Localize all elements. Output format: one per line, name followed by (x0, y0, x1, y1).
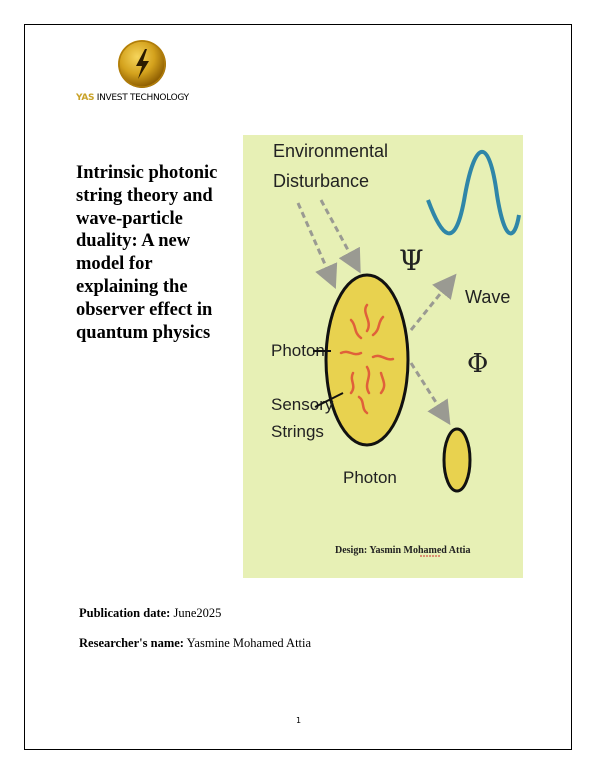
environmental-label-1: Environmental (273, 141, 389, 161)
environmental-label-2: Disturbance (273, 171, 370, 191)
publication-date (79, 606, 221, 621)
design-credit: Design: Yasmin Mohamed Attia (335, 545, 471, 556)
company-suffix: INVEST TECHNOLOGY (94, 93, 189, 103)
particle-circle (444, 429, 470, 491)
disturbance-arrow-2 (321, 200, 355, 263)
company-name (76, 93, 189, 103)
researcher-label: Researcher's name: (79, 636, 184, 650)
publication-value: June2025 (173, 606, 222, 620)
photon-particle (326, 275, 408, 445)
researcher-value: Yasmine Mohamed Attia (186, 636, 312, 650)
wave-label: Wave (465, 287, 511, 307)
document-title: Intrinsic photonic string theory and wave-particle duality: A new model for explaining the observer effect in quantum physics (76, 163, 218, 343)
photon-diagram (243, 135, 523, 578)
photon-bottom-label: Photon (343, 468, 397, 487)
particle-arrow (411, 363, 444, 415)
publication-label: Publication date: (79, 606, 171, 620)
page-number: 1 (296, 716, 302, 725)
sensory-label-2: Strings (271, 422, 324, 441)
lightning-bolt-icon (116, 38, 168, 90)
company-prefix: YAS (76, 93, 95, 103)
company-logo (116, 38, 168, 90)
photon-side-label: Photon (271, 341, 325, 360)
phi-symbol: Φ (467, 349, 489, 379)
researcher-name (79, 636, 311, 651)
wave-arrow (411, 283, 449, 330)
sensory-label-1: Sensory (271, 395, 334, 414)
wave-curve (428, 152, 519, 234)
psi-symbol: Ψ (399, 244, 424, 277)
disturbance-arrow-1 (298, 203, 331, 278)
